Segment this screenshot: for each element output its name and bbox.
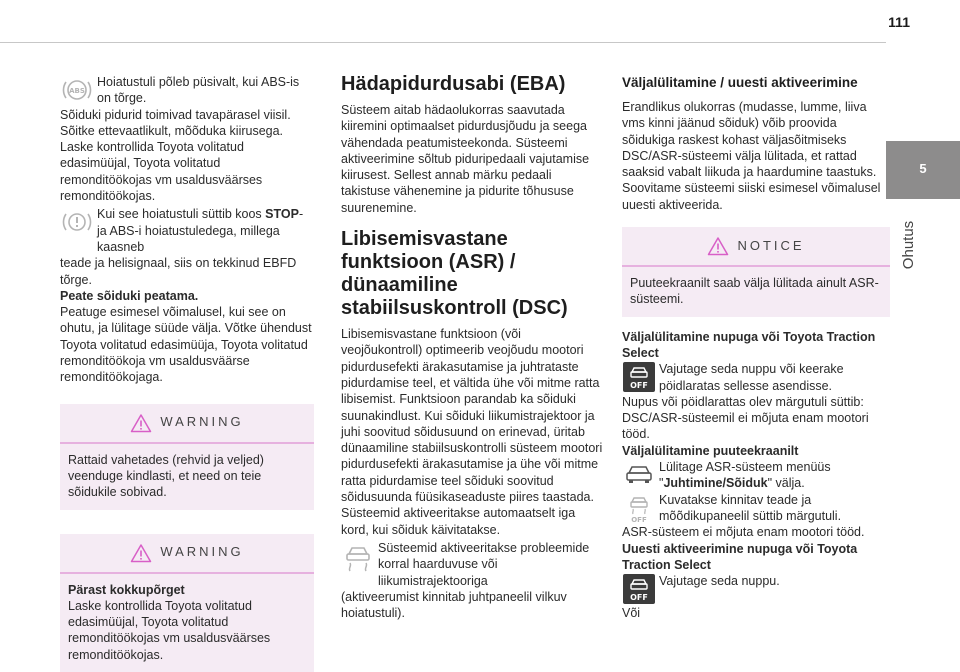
off-text: Erandlikus olukorras (mudasse, lumme, liiva vms kinni jäänud sõiduk) võib proovida sõidukiga raskest kohast väljasõitmiseks DSC/ASR-süsteemi välja lülitada, et rattad saaksid vabalt liikuda ja haardumine taastuks. Soovitame süsteemi siiski esimesel võimalusel uuesti aktiveerida.: [622, 100, 881, 212]
notice-box-header: [622, 227, 890, 267]
stop-warning-rest: teade ja helisignaal, siis on tekkinud EBFD tõrge.: [60, 256, 297, 287]
warning-triangle-icon: [707, 236, 729, 256]
warning-box-2-header: [60, 534, 314, 574]
warning-box-2-title: WARNING: [160, 544, 244, 560]
chapter-title-vertical: [893, 210, 925, 280]
svg-text:OFF: OFF: [630, 593, 648, 603]
column-middle: [341, 72, 604, 621]
reactivate-heading: Uuesti aktiveerimine nupuga või Toyota Traction Select: [622, 541, 858, 572]
header-rule: [0, 42, 886, 43]
eba-heading: Hädapidurdusabi (EBA): [341, 73, 566, 95]
screen-off-block: [622, 459, 890, 492]
warning-box-1-title: WARNING: [160, 414, 244, 430]
asr-heading: Libisemisvastane funktsioon (ASR) / dünaamiline stabiilsuskontroll (DSC): [341, 228, 568, 320]
column-left: [60, 74, 314, 672]
screen-off-post: " välja.: [767, 476, 805, 491]
warning-triangle-icon: [130, 543, 152, 563]
notice-box-text: Puuteekraanilt saab välja lülitada ainult ASR-süsteemi.: [630, 276, 879, 307]
asr-skid-text: Süsteemid aktiveeritakse probleemide korral haarduvuse või liikumistrajektooriga: [378, 540, 590, 588]
skid-off-icon: [622, 361, 656, 393]
warning-box-1: [60, 404, 314, 510]
warning-triangle-icon: [130, 413, 152, 433]
stop-text: Peatuge esimesel võimalusel, kui see on ohutu, ja lülitage süüde välja. Võtke ühendust Toyota volitatud edasimüüja, Toyota volitatud remonditöökoja vm usaldusväärse remonditöökojaga.: [60, 305, 312, 385]
abs-warning-icon: [60, 74, 94, 106]
abs-warning-text: Hoiatustuli põleb püsivalt, kui ABS-is on tõrge.: [97, 75, 300, 106]
abs-warning-block: [60, 74, 314, 107]
screen-msg-block: [622, 492, 890, 525]
skid-off-icon: [622, 573, 656, 605]
svg-text:OFF: OFF: [630, 381, 648, 391]
eba-text: Süsteem aitab hädaolukorras saavutada kiiremini optimaalset pidurdusjõudu ja seega vähendada peatumisteekonda. Süsteemi aktiveerimine sõltub piduripedaali vajutamise kiirusest. Sellest annab märku pedaali takistuse vähenemine ja pidurite tõhususe suurenemine.: [341, 103, 590, 215]
svg-text:ABS: ABS: [69, 87, 85, 95]
warning-box-2-text: Laske kontrollida Toyota volitatud edasimüüjal, Toyota volitatud remonditöökojas vm usaldusväärses remonditöökojas.: [68, 598, 271, 662]
svg-text:OFF: OFF: [631, 515, 647, 524]
screen-off-menu: Juhtimine/Sõiduk: [663, 476, 768, 491]
stop-warning-block: [60, 206, 314, 255]
warning-box-1-text: Rattaid vahetades (rehvid ja veljed) veenduge kindlasti, et need on teie sõidukile sobivad.: [68, 452, 264, 500]
stop-warning-pre: Kui see hoiatustuli süttib koos: [97, 207, 266, 222]
warning-box-2-body: [60, 574, 314, 672]
button-off-text: Vajutage seda nuppu või keerake pöidlaratas sellesse asendisse.: [659, 362, 844, 393]
brake-warning-icon: [60, 206, 94, 238]
warning-box-2-heading: Pärast kokkupõrget: [68, 582, 185, 597]
stop-heading: Peate sõiduki peatama.: [60, 288, 199, 303]
warning-box-2: [60, 534, 314, 672]
screen-msg-text: Kuvatakse kinnitav teade ja mõõdikupaneelil süttib märgutuli.: [659, 492, 842, 523]
page-number: 111: [888, 14, 910, 30]
warning-box-1-header: [60, 404, 314, 444]
notice-box: [622, 227, 890, 317]
screen-off-text: [659, 459, 890, 492]
screen-off-heading: Väljalülitamine puuteekraanilt: [622, 443, 799, 458]
column-right: [622, 74, 890, 621]
chapter-title: Ohutus: [900, 220, 917, 270]
stop-warning-post: - ja ABS-i hoiatustuledega, millega kaasneb: [97, 207, 304, 254]
notice-box-title: NOTICE: [737, 237, 805, 253]
chapter-tab[interactable]: [886, 141, 960, 199]
button-off-rest: Nupus või pöidlarattas olev märgutuli süttib: DSC/ASR-süsteemil ei mõjuta enam mootori tööd.: [622, 394, 869, 442]
car-touchscreen-icon: [622, 459, 656, 491]
screen-msg-rest: ASR-süsteem ei mõjuta enam mootori tööd.: [622, 525, 865, 540]
reactivate-text: Vajutage seda nuppu.: [659, 574, 780, 589]
stop-warning-text: [97, 206, 314, 255]
button-off-block: [622, 361, 890, 394]
reactivate-block: [622, 573, 890, 605]
skid-car-icon: [341, 540, 375, 572]
chapter-number: 5: [919, 161, 927, 176]
screen-off-pre: Lülitage ASR-süsteem menüüs ": [659, 460, 831, 491]
abs-warning-rest: Sõiduki pidurid toimivad tavapärasel viisil. Sõitke ettevaatlikult, mõõduka kiirusega. Laske kontrollida Toyota volitatud edasimüüjal, Toyota volitatud remonditöökojas vm usaldusväärses remonditöökojas.: [60, 107, 291, 204]
reactivate-rest: Või: [622, 606, 641, 621]
stop-label: STOP: [265, 207, 299, 222]
off-heading: Väljalülitamine / uuesti aktiveerimine: [622, 75, 858, 90]
skid-off-icon: [622, 492, 656, 524]
asr-skid-rest: (aktiveerumist kinnitab juhtpaneelil vilkuv hoiatustuli).: [341, 589, 567, 621]
button-off-heading: Väljalülitamine nupuga või Toyota Traction Select: [622, 329, 876, 360]
asr-text: Libisemisvastane funktsioon (või veojõukontroll) optimeerib veojõudu mootori pidurdusefekti ärakasutamise ja juhtrataste pidurdamise teel, et vältida ühe või mitme ratta libisemist. Funktsioon parandab ka sõiduki suunakindlust. Kui sõiduki liikumistrajektoor ja juhi soovitud sõidusuund on erinevad, üritab dünaamiline stabiilsuskontrolli süsteem mootori pidurdusefekti ärakasutamise ja ühe või mitme ratta pidurdamise teel sõiduki soovitud sõidusuunda füüsikaseaduste piires taastada. Süsteemid aktiveeritakse automaatselt iga kord, kui sõiduk käivitatakse.: [341, 327, 603, 537]
asr-skid-block: [341, 540, 604, 589]
